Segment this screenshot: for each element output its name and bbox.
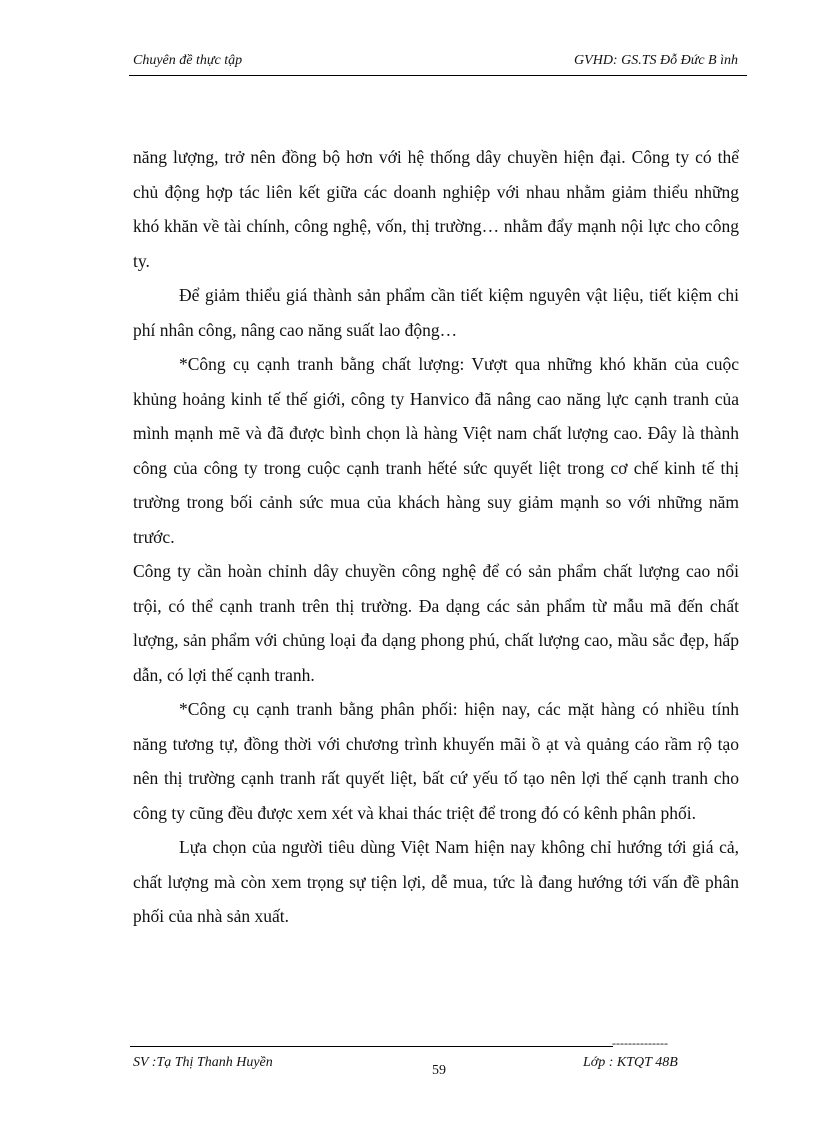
paragraph-4: Công ty cần hoàn chỉnh dây chuyền công nghệ để có sản phẩm chất lượng cao nổi trội, có thể cạnh tranh trên thị trường. Đa dạng các sản phẩm từ mẫu mã đến chất lượng, sản phẩm với chủng loại đa dạng phong phú, chất lượng cao, mầu sắc đẹp, hấp dẫn, có lợi thế cạnh tranh. — [133, 561, 739, 685]
footer-dashes: -------------- — [612, 1036, 668, 1050]
paragraph-5: *Công cụ cạnh tranh bằng phân phối: hiện nay, các mặt hàng có nhiều tính năng tương tự, đồng thời với chương trình khuyến mãi ồ ạt và quảng cáo rầm rộ tạo nên thị trường cạnh tranh rất quyết liệt, bất cứ yếu tố tạo nên lợi thế cạnh tranh cho công ty cũng đều được xem xét và khai thác triệt để trong đó có kênh phân phối. — [133, 699, 739, 823]
footer-divider — [130, 1046, 613, 1047]
header-course-title: Chuyên đề thực tập — [133, 53, 243, 68]
footer-student: SV :Tạ Thị Thanh Huyền — [133, 1055, 273, 1070]
paragraph-6: Lựa chọn của người tiêu dùng Việt Nam hiện nay không chỉ hướng tới giá cả, chất lượng mà còn xem trọng sự tiện lợi, dễ mua, tức là đang hướng tới vấn đề phân phối của nhà sản xuất. — [133, 837, 739, 926]
paragraph-3: *Công cụ cạnh tranh bằng chất lượng: Vượt qua những khó khăn của cuộc khủng hoảng kinh tế thế giới, công ty Hanvico đã nâng cao năng lực cạnh tranh của mình mạnh mẽ và đã được bình chọn là hàng Việt nam chất lượng cao. Đây là thành công của công ty trong cuộc cạnh tranh hếté sức quyết liệt trong cơ chế kinh tế thị trường trong bối cảnh sức mua của khách hàng suy giảm mạnh so với những năm trước. — [133, 354, 739, 547]
document-body — [133, 140, 739, 934]
page-number: 59 — [432, 1063, 446, 1078]
paragraph-1: năng lượng, trở nên đồng bộ hơn với hệ thống dây chuyền hiện đại. Công ty có thể chủ động hợp tác liên kết giữa các doanh nghiệp với nhau nhằm giảm thiểu những khó khăn về tài chính, công nghệ, vốn, thị trường… nhằm đẩy mạnh nội lực cho công ty. — [133, 147, 739, 271]
header-supervisor: GVHD: GS.TS Đỗ Đức B ình — [574, 53, 738, 68]
header-divider — [129, 75, 747, 76]
footer-class: Lớp : KTQT 48B — [583, 1055, 678, 1070]
paragraph-2: Để giảm thiểu giá thành sản phẩm cần tiết kiệm nguyên vật liệu, tiết kiệm chi phí nhân công, nâng cao năng suất lao động… — [133, 285, 739, 340]
